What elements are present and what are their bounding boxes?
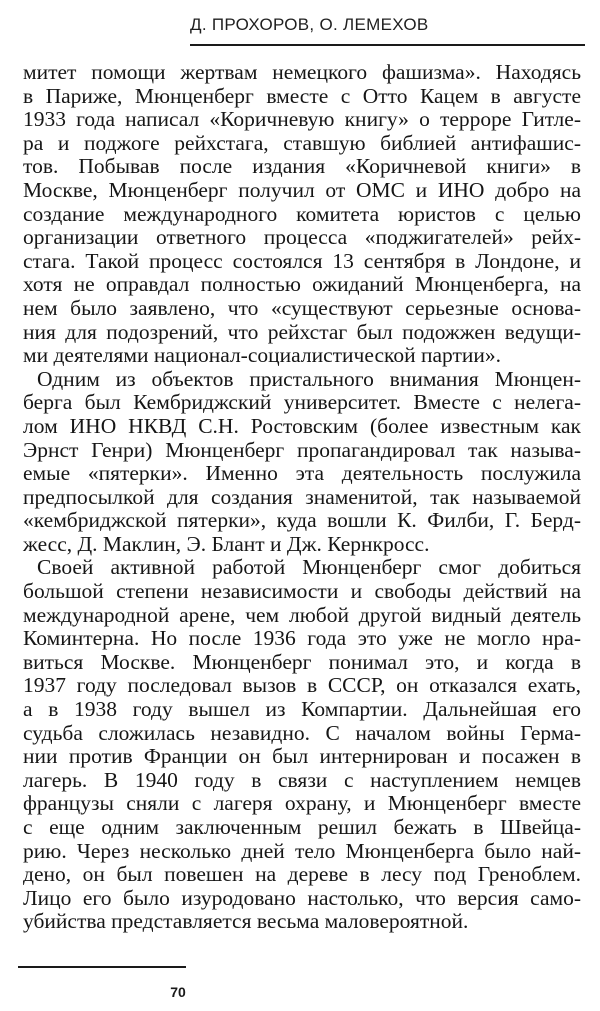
footnote-rule xyxy=(18,966,186,968)
text-line: берга был Кембриджский университет. Вместе с нелега- xyxy=(23,390,581,415)
text-line: ра и поджоге рейхстага, ставшую библией антифашис- xyxy=(23,130,581,155)
body-text xyxy=(23,61,581,934)
paragraph-3 xyxy=(23,556,581,934)
text-line: лагерь. В 1940 году в связи с наступлением немцев xyxy=(23,767,581,792)
text-line: емые «пятерки». Именно эта деятельность послужила xyxy=(23,461,581,486)
text-line: а в 1938 году вышел из Компартии. Дальнейшая его xyxy=(23,697,581,722)
text-line: митет помощи жертвам немецкого фашизма». Находясь xyxy=(23,60,581,84)
text-line: нии против Франции он был интернирован и посажен в xyxy=(23,744,581,769)
text-line: Эрнст Генри) Мюнценберг пропагандировал так называ- xyxy=(23,437,581,462)
text-line: с еще одним заключенным решил бежать в Швейца- xyxy=(23,815,581,839)
text-line: судьба сложилась незавидно. С началом войны Герма- xyxy=(23,720,581,745)
text-line: французы сняли с лагеря охрану, и Мюнценберг вместе xyxy=(23,791,581,816)
text-line: 1933 года написал «Коричневую книгу» о терроре Гитле- xyxy=(23,107,581,132)
paragraph-2 xyxy=(23,368,581,557)
text-line: в Париже, Мюнценберг вместе с Отто Кацем в августе xyxy=(23,83,581,108)
text-line: рию. Через несколько дней тело Мюнценберга было най- xyxy=(23,838,581,863)
text-line: лом ИНО НКВД С.Н. Ростовским (более известным как xyxy=(23,413,581,438)
text-line: 1937 году последовал вызов в СССР, он отказался ехать, xyxy=(23,673,581,698)
text-line: ми деятелями национал-социалистической партии». xyxy=(23,343,502,368)
paragraph-1 xyxy=(23,61,581,368)
text-line: жесс, Д. Маклин, Э. Блант и Дж. Кернкросс. xyxy=(23,531,430,556)
text-line: Своей активной работой Мюнценберг смог добиться xyxy=(37,555,581,580)
text-line: Лицо его было изуродовано настолько, что версия само- xyxy=(23,885,581,910)
text-line: создание международного комитета юристов с целью xyxy=(23,201,581,226)
text-line: предпосылкой для создания знаменитой, так называемой xyxy=(23,484,581,509)
text-line: хотя не оправдал полностью ожиданий Мюнценберга, на xyxy=(23,272,581,297)
running-head-title: Д. ПРОХОРОВ, О. ЛЕМЕХОВ xyxy=(190,15,429,34)
text-line: дено, он был повешен на дереве в лесу под Греноблем. xyxy=(23,862,581,887)
page-number: 70 xyxy=(170,984,186,1000)
text-line: Одним из объектов пристального внимания Мюнцен- xyxy=(37,366,581,391)
header-rule xyxy=(190,44,585,46)
text-line: Коминтерна. Но после 1936 года это уже не могло нра- xyxy=(23,626,581,651)
text-line: международной арене, чем любой другой видный деятель xyxy=(23,602,581,627)
text-line: ния для подозрений, что рейхстаг был подожжен ведущи- xyxy=(23,319,581,344)
text-line: тов. Побывав после издания «Коричневой книги» в xyxy=(23,154,581,179)
text-line: нем было заявлено, что «существуют серьезные основа- xyxy=(23,295,581,320)
text-line: виться Москве. Мюнценберг понимал это, и когда в xyxy=(23,649,581,674)
text-line: Москве, Мюнценберг получил от ОМС и ИНО добро на xyxy=(23,177,581,202)
text-line: стага. Такой процесс состоялся 13 сентября в Лондоне, и xyxy=(23,248,581,273)
text-line: убийства представляется весьма маловероятной. xyxy=(23,909,469,934)
text-line: большой степени независимости и свободы действий на xyxy=(23,579,581,604)
text-line: организации ответного процесса «поджигателей» рейх- xyxy=(23,225,581,250)
text-line: «кембриджской пятерки», куда вошли К. Филби, Г. Берд- xyxy=(23,508,581,533)
